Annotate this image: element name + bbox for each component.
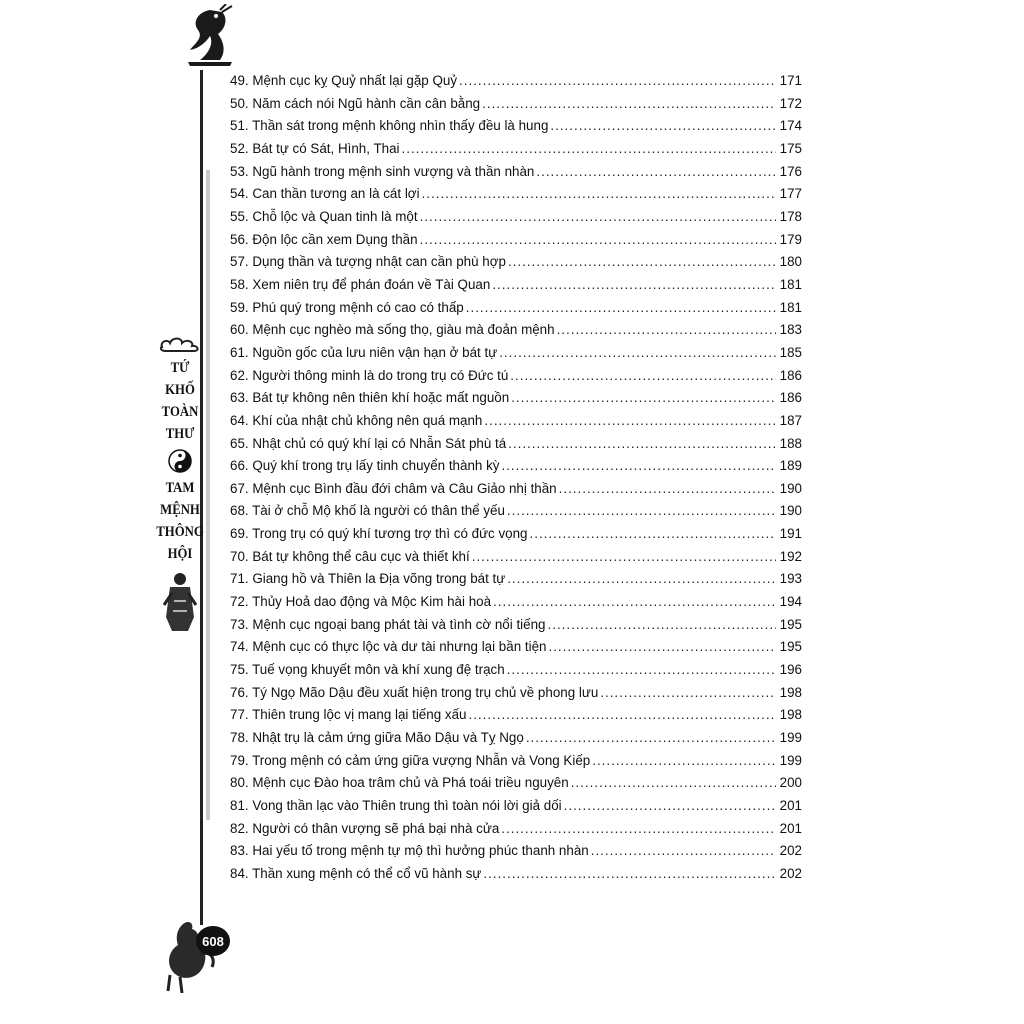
toc-entry-title: 75. Tuế vọng khuyết môn và khí xung đệ trạch	[230, 662, 505, 678]
toc-entry-title: 53. Ngũ hành trong mệnh sinh vượng và thần nhàn	[230, 163, 535, 179]
toc-entry	[230, 685, 802, 708]
toc-leader-dots	[536, 164, 776, 179]
toc-entry-title: 73. Mệnh cục ngoại bang phát tài và tình cờ nổi tiếng	[230, 616, 546, 632]
toc-entry-page: 190	[779, 503, 802, 519]
toc-entry-title: 80. Mệnh cục Đào hoa trâm chủ và Phá toái triều nguyên	[230, 775, 569, 791]
yin-yang-icon	[168, 449, 192, 473]
toc-leader-dots	[548, 639, 776, 654]
sidebar-word-4: THƯ	[165, 426, 195, 442]
toc-leader-dots	[507, 503, 776, 518]
toc-leader-dots	[420, 232, 776, 247]
toc-entry	[230, 639, 802, 662]
toc-entry	[230, 753, 802, 776]
toc-entry-page: 174	[779, 118, 802, 134]
sidebar-word-7: THÔNG	[156, 524, 204, 540]
toc-entry	[230, 118, 802, 141]
toc-entry-page: 187	[779, 412, 802, 428]
toc-entry-title: 78. Nhật trụ là cảm ứng giữa Mão Dậu và Tỵ Ngọ	[230, 730, 524, 746]
toc-entry	[230, 73, 802, 96]
toc-leader-dots	[592, 753, 776, 768]
toc-leader-dots	[472, 549, 776, 564]
toc-leader-dots	[468, 707, 776, 722]
toc-leader-dots	[501, 458, 776, 473]
toc-entry-page: 189	[779, 458, 802, 474]
toc-entry-title: 64. Khí của nhật chủ không nên quá mạnh	[230, 412, 483, 428]
toc-entry-page: 176	[779, 163, 802, 179]
sidebar-word-2: KHỐ	[165, 382, 195, 398]
toc-entry-title: 63. Bát tự không nên thiên khí hoặc mất nguồn	[230, 390, 510, 406]
toc-leader-dots	[530, 526, 777, 541]
toc-entry-title: 83. Hai yếu tố trong mệnh tự mộ thì hưởng phúc thanh nhàn	[230, 843, 589, 859]
toc-entry-page: 199	[779, 752, 802, 768]
toc-entry-title: 65. Nhật chủ có quý khí lại có Nhẫn Sát phù tá	[230, 435, 507, 451]
toc-entry-title: 81. Vong thần lạc vào Thiên trung thì toàn nói lời giả dối	[230, 798, 562, 813]
toc-entry	[230, 232, 802, 255]
toc-entry-page: 178	[779, 208, 802, 224]
toc-entry	[230, 730, 802, 753]
toc-entry	[230, 277, 802, 300]
toc-leader-dots	[420, 209, 776, 224]
dragon-ornament-icon	[180, 4, 240, 72]
toc-entry-page: 186	[779, 390, 802, 406]
sidebar-word-5: TAM	[165, 480, 195, 496]
toc-entry-title: 58. Xem niên trụ để phán đoán về Tài Quan	[230, 276, 491, 292]
toc-entry	[230, 254, 802, 277]
toc-entry-title: 60. Mệnh cục nghèo mà sống thọ, giàu mà đoản mệnh	[230, 322, 555, 338]
toc-entry-page: 180	[779, 254, 802, 270]
toc-entry-title: 68. Tài ở chỗ Mộ khố là người có thân thể yếu	[230, 503, 505, 519]
book-title-sidebar	[150, 335, 210, 633]
toc-entry	[230, 164, 802, 187]
toc-entry-title: 56. Độn lộc cần xem Dụng thần	[230, 231, 418, 247]
toc-entry	[230, 503, 802, 526]
sidebar-word-8: HỘI	[167, 546, 193, 562]
sidebar-word-1: TỨ	[170, 360, 190, 376]
toc-entry-page: 175	[779, 140, 802, 156]
toc-entry-page: 171	[779, 73, 802, 88]
toc-entry	[230, 322, 802, 345]
toc-entry-page: 194	[779, 594, 802, 610]
toc-entry-title: 70. Bát tự không thể câu cục và thiết khí	[230, 548, 470, 564]
toc-leader-dots	[571, 775, 776, 790]
toc-entry-title: 67. Mệnh cục Bình đầu đới châm và Câu Giảo nhị thần	[230, 480, 557, 496]
toc-entry-page: 202	[779, 865, 802, 881]
toc-entry-title: 50. Năm cách nói Ngũ hành cần cân bằng	[230, 95, 481, 111]
toc-entry-page: 188	[779, 435, 802, 451]
toc-leader-dots	[550, 118, 776, 133]
toc-entry-page: 201	[779, 820, 802, 836]
toc-entry	[230, 866, 802, 889]
toc-entry-page: 185	[779, 344, 802, 360]
toc-leader-dots	[493, 594, 776, 609]
toc-entry	[230, 300, 802, 323]
toc-entry	[230, 481, 802, 504]
toc-entry-title: 84. Thần xung mệnh có thể cổ vũ hành sự	[230, 865, 482, 881]
toc-leader-dots	[591, 843, 776, 858]
toc-entry	[230, 345, 802, 368]
toc-leader-dots	[466, 300, 776, 315]
toc-leader-dots	[508, 436, 776, 451]
sage-figure-icon	[160, 571, 200, 633]
toc-entry	[230, 413, 802, 436]
sidebar-word-6: MỆNH	[160, 502, 200, 518]
toc-entry-page: 172	[779, 95, 802, 111]
table-of-contents	[230, 73, 802, 889]
toc-entry-title: 72. Thủy Hoả dao động và Mộc Kim hài hoà	[230, 594, 492, 610]
toc-entry-page: 196	[779, 662, 802, 678]
toc-leader-dots	[422, 186, 776, 201]
toc-entry-title: 77. Thiên trung lộc vị mang lại tiếng xấu	[230, 707, 467, 723]
sidebar-word-3: TOÀN	[161, 404, 199, 420]
toc-leader-dots	[501, 821, 776, 836]
toc-entry-page: 192	[779, 548, 802, 564]
toc-entry	[230, 96, 802, 119]
toc-entry	[230, 821, 802, 844]
toc-leader-dots	[526, 730, 776, 745]
toc-leader-dots	[559, 481, 776, 496]
toc-entry	[230, 436, 802, 459]
toc-entry	[230, 707, 802, 730]
toc-entry-page: 181	[779, 299, 802, 315]
toc-leader-dots	[564, 798, 776, 813]
toc-entry-title: 59. Phú quý trong mệnh có cao có thấp	[230, 299, 464, 315]
toc-leader-dots	[483, 866, 776, 881]
toc-entry-title: 76. Tý Ngọ Mão Dậu đều xuất hiện trong trụ chủ về phong lưu	[230, 684, 599, 700]
toc-entry-page: 181	[779, 276, 802, 292]
toc-entry-page: 198	[779, 707, 802, 723]
cloud-ornament-icon	[158, 335, 202, 353]
toc-entry-page: 202	[779, 843, 802, 859]
toc-entry	[230, 775, 802, 798]
toc-entry-page: 198	[779, 684, 802, 700]
toc-entry-page: 191	[779, 526, 802, 542]
toc-leader-dots	[492, 277, 776, 292]
toc-leader-dots	[507, 571, 776, 586]
toc-entry	[230, 662, 802, 685]
toc-leader-dots	[511, 390, 776, 405]
page-number-badge: 608	[196, 926, 230, 956]
toc-entry-title: 57. Dụng thần và tượng nhật can cần phù hợp	[230, 254, 506, 270]
toc-entry-title: 71. Giang hồ và Thiên la Địa võng trong bát tự	[230, 571, 506, 587]
toc-entry-title: 66. Quý khí trong trụ lấy tinh chuyển thành kỳ	[230, 458, 500, 474]
toc-entry-title: 51. Thần sát trong mệnh không nhìn thấy đều là hung	[230, 118, 549, 134]
toc-leader-dots	[508, 254, 776, 269]
toc-entry-page: 186	[779, 367, 802, 383]
toc-entry-page: 177	[779, 186, 802, 202]
toc-entry	[230, 141, 802, 164]
toc-entry	[230, 526, 802, 549]
toc-entry-page: 195	[779, 616, 802, 632]
toc-entry-page: 199	[779, 730, 802, 746]
toc-entry-title: 49. Mệnh cục kỵ Quỷ nhất lại gặp Quỷ	[230, 73, 458, 88]
toc-entry-page: 201	[779, 798, 802, 813]
toc-leader-dots	[548, 617, 777, 632]
toc-leader-dots	[484, 413, 776, 428]
toc-entry	[230, 594, 802, 617]
toc-leader-dots	[600, 685, 776, 700]
toc-leader-dots	[499, 345, 776, 360]
toc-leader-dots	[482, 96, 776, 111]
toc-entry-page: 200	[779, 775, 802, 791]
toc-entry-page: 179	[779, 231, 802, 247]
toc-entry	[230, 209, 802, 232]
toc-entry-title: 74. Mệnh cục có thực lộc và dư tài nhưng lại bần tiện	[230, 639, 547, 655]
toc-entry-title: 52. Bát tự có Sát, Hình, Thai	[230, 140, 400, 156]
toc-entry-title: 54. Can thần tương an là cát lợi	[230, 186, 420, 202]
toc-leader-dots	[459, 73, 776, 88]
toc-entry-page: 193	[779, 571, 802, 587]
toc-entry	[230, 186, 802, 209]
toc-entry-title: 55. Chỗ lộc và Quan tinh là một	[230, 208, 418, 224]
toc-entry-page: 183	[779, 322, 802, 338]
toc-entry	[230, 549, 802, 572]
toc-entry	[230, 798, 802, 821]
toc-entry	[230, 617, 802, 640]
toc-entry-page: 195	[779, 639, 802, 655]
toc-entry	[230, 458, 802, 481]
toc-entry	[230, 390, 802, 413]
toc-entry-page: 190	[779, 480, 802, 496]
toc-entry-title: 82. Người có thân vượng sẽ phá bại nhà cửa	[230, 820, 500, 836]
toc-leader-dots	[402, 141, 777, 156]
toc-entry	[230, 368, 802, 391]
toc-entry-title: 62. Người thông minh là do trong trụ có Đức tú	[230, 367, 509, 383]
toc-entry-title: 61. Nguồn gốc của lưu niên vận hạn ở bát tự	[230, 344, 498, 360]
toc-entry-title: 69. Trong trụ có quý khí tương trợ thì có đức vọng	[230, 526, 528, 542]
toc-entry	[230, 843, 802, 866]
toc-leader-dots	[510, 368, 776, 383]
toc-entry	[230, 571, 802, 594]
toc-leader-dots	[507, 662, 776, 677]
toc-entry-title: 79. Trong mệnh có cảm ứng giữa vượng Nhẫn và Vong Kiếp	[230, 752, 591, 768]
toc-leader-dots	[557, 322, 776, 337]
